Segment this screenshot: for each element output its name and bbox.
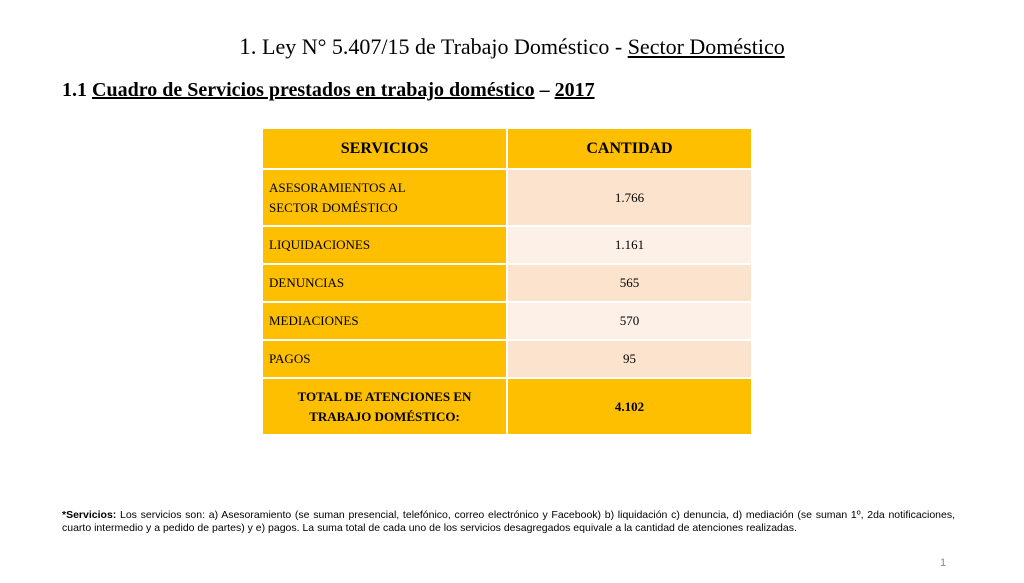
row-value: 570 bbox=[507, 302, 752, 340]
table-row bbox=[262, 226, 752, 264]
footnote-text: Los servicios son: a) Asesoramiento (se suman presencial, telefónico, correo electrónico y Facebook) b) liquidación c) denuncia, d) mediación (se suman 1º, 2da notificaciones, cuarto intermedio y a pedido de partes) y e) pagos. La suma total de cada uno de los servicios desagregados equivale a la cantidad de atenciones realizadas. bbox=[62, 509, 955, 534]
title-number: 1. bbox=[239, 34, 257, 59]
table-total-row bbox=[262, 378, 752, 435]
header-cantidad: CANTIDAD bbox=[507, 128, 752, 169]
page-number: 1 bbox=[940, 557, 947, 569]
table-row bbox=[262, 302, 752, 340]
table-row bbox=[262, 169, 752, 226]
subtitle-dash: – bbox=[534, 79, 555, 101]
total-label: TOTAL DE ATENCIONES EN TRABAJO DOMÉSTICO: bbox=[262, 378, 507, 435]
title-underlined: Sector Doméstico bbox=[627, 34, 785, 59]
row-label: LIQUIDACIONES bbox=[262, 226, 507, 264]
services-table bbox=[261, 127, 753, 436]
row-label: PAGOS bbox=[262, 340, 507, 378]
row-value: 1.766 bbox=[507, 169, 752, 226]
total-value: 4.102 bbox=[507, 378, 752, 435]
table-header-row bbox=[262, 128, 752, 169]
section-subtitle bbox=[62, 79, 595, 102]
row-value: 565 bbox=[507, 264, 752, 302]
footnote-bold: *Servicios: bbox=[62, 509, 117, 521]
subtitle-underlined: Cuadro de Servicios prestados en trabajo doméstico bbox=[92, 79, 535, 101]
table-row bbox=[262, 340, 752, 378]
table-row bbox=[262, 264, 752, 302]
subtitle-year: 2017 bbox=[554, 79, 595, 101]
row-value: 1.161 bbox=[507, 226, 752, 264]
row-value: 95 bbox=[507, 340, 752, 378]
footnote bbox=[62, 509, 955, 535]
title-text: Ley N° 5.407/15 de Trabajo Doméstico - bbox=[256, 34, 628, 59]
row-label: DENUNCIAS bbox=[262, 264, 507, 302]
row-label: MEDIACIONES bbox=[262, 302, 507, 340]
slide-title bbox=[0, 34, 1024, 60]
header-servicios: SERVICIOS bbox=[262, 128, 507, 169]
subtitle-prefix: 1.1 bbox=[62, 79, 92, 101]
row-label: ASESORAMIENTOS AL SECTOR DOMÉSTICO bbox=[262, 169, 507, 226]
